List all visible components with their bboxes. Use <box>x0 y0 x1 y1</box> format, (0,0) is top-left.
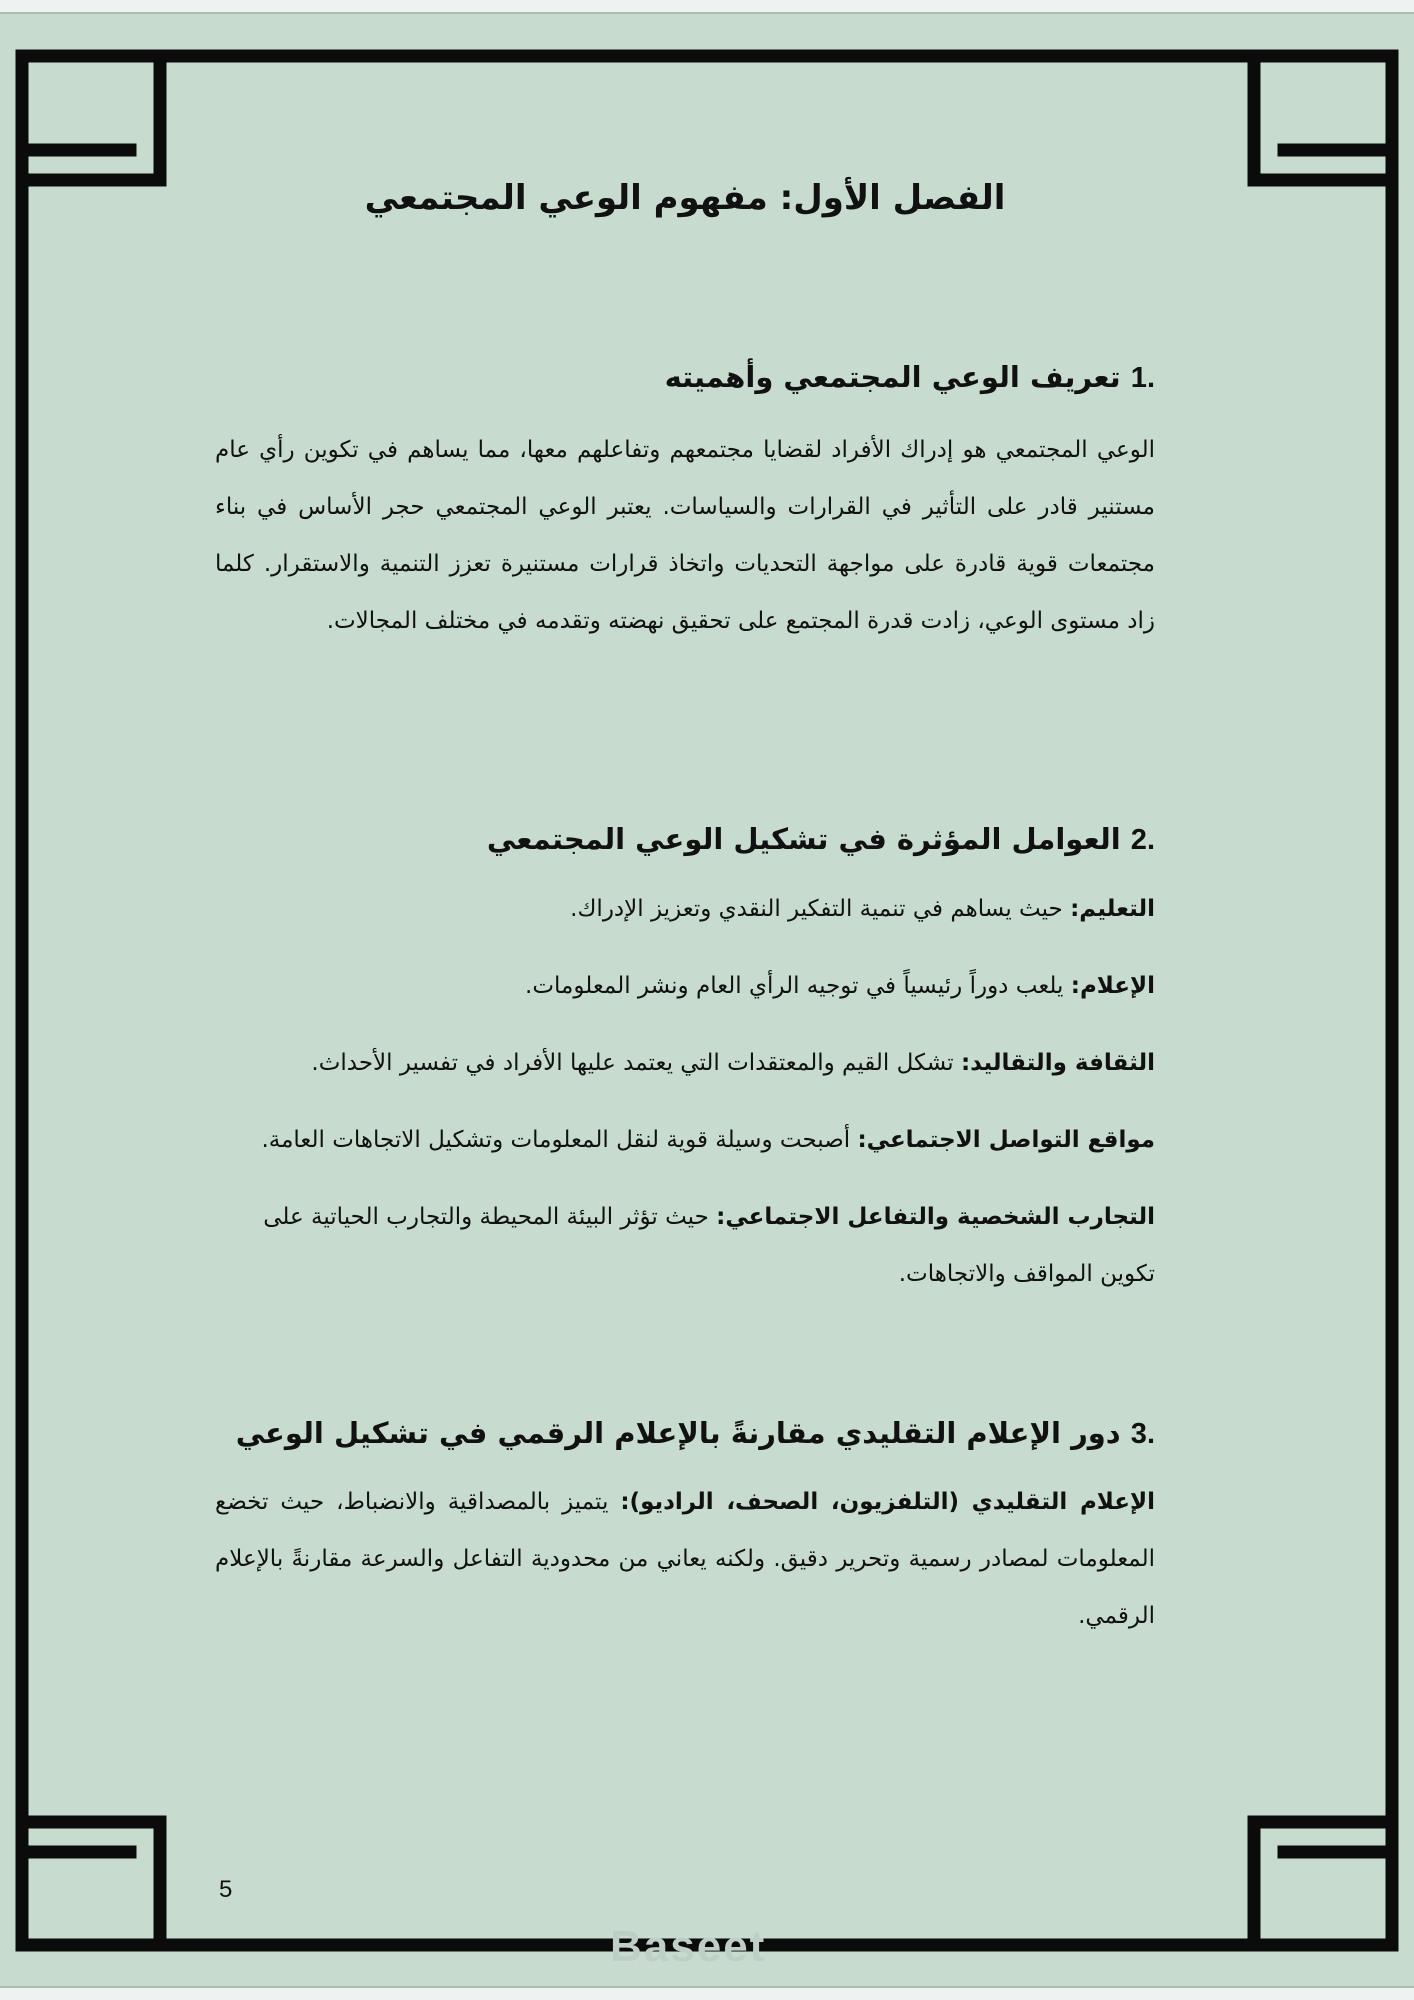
factor-term: الإعلام: <box>1070 972 1155 999</box>
media-item <box>215 1474 1155 1645</box>
section-2-heading <box>215 822 1155 858</box>
section-2-number: .2 <box>1130 824 1155 856</box>
factor-item <box>215 1189 1155 1303</box>
section-1-heading <box>215 360 1155 396</box>
page-number: 5 <box>219 1876 233 1903</box>
section-3-number: .3 <box>1130 1418 1155 1450</box>
section-1-title: تعريف الوعي المجتمعي وأهميته <box>664 360 1121 394</box>
section-1-number: .1 <box>1130 362 1155 394</box>
factor-term: الثقافة والتقاليد: <box>960 1049 1155 1076</box>
section-3-heading <box>215 1416 1155 1452</box>
media-term: الإعلام التقليدي (التلفزيون، الصحف، الراديو): <box>620 1488 1155 1515</box>
factor-text: أصبحت وسيلة قوية لنقل المعلومات وتشكيل الاتجاهات العامة. <box>261 1126 858 1153</box>
factor-item <box>215 1112 1155 1169</box>
section-1-paragraph: الوعي المجتمعي هو إدراك الأفراد لقضايا مجتمعهم وتفاعلهم معها، مما يساهم في تكوين رأي عام مستنير قادر على التأثير في القرارات والسياسات. يعتبر الوعي المجتمعي حجر الأساس في بناء مجتمعات قوية قادرة على مواجهة التحديات واتخاذ قرارات مستنيرة تعزز التنمية والاستقرار. كلما زاد مستوى الوعي، زادت قدرة المجتمع على تحقيق نهضته وتقدمه في مختلف المجالات. <box>215 436 1155 634</box>
factor-item <box>215 958 1155 1015</box>
media-text: يتميز بالمصداقية والانضباط، حيث تخضع المعلومات لمصادر رسمية وتحرير دقيق. ولكنه يعاني من محدودية التفاعل والسرعة مقارنةً بالإعلام الرقمي. <box>215 1488 1155 1629</box>
factor-text: يلعب دوراً رئيسياً في توجيه الرأي العام ونشر المعلومات. <box>525 972 1071 999</box>
factor-term: مواقع التواصل الاجتماعي: <box>857 1126 1155 1153</box>
section-3 <box>215 1416 1155 1645</box>
section-1 <box>215 360 1155 650</box>
section-2-title: العوامل المؤثرة في تشكيل الوعي المجتمعي <box>486 822 1121 856</box>
chapter-title: الفصل الأول: مفهوم الوعي المجتمعي <box>364 178 1006 218</box>
section-3-title: دور الإعلام التقليدي مقارنةً بالإعلام الرقمي في تشكيل الوعي <box>235 1416 1121 1450</box>
factor-text: حيث تؤثر البيئة المحيطة والتجارب الحياتية على تكوين المواقف والاتجاهات. <box>263 1203 1155 1287</box>
page-bottom-edge <box>0 1986 1414 2000</box>
factor-text: تشكل القيم والمعتقدات التي يعتمد عليها الأفراد في تفسير الأحداث. <box>311 1049 961 1076</box>
factor-text: حيث يساهم في تنمية التفكير النقدي وتعزيز الإدراك. <box>570 895 1071 922</box>
factor-term: التعليم: <box>1070 895 1155 922</box>
factor-item <box>215 881 1155 938</box>
factor-term: التجارب الشخصية والتفاعل الاجتماعي: <box>716 1203 1155 1230</box>
factor-item <box>215 1035 1155 1092</box>
page-top-edge <box>0 0 1414 14</box>
watermark: Baseet <box>610 1922 767 1971</box>
section-2 <box>215 822 1155 1303</box>
